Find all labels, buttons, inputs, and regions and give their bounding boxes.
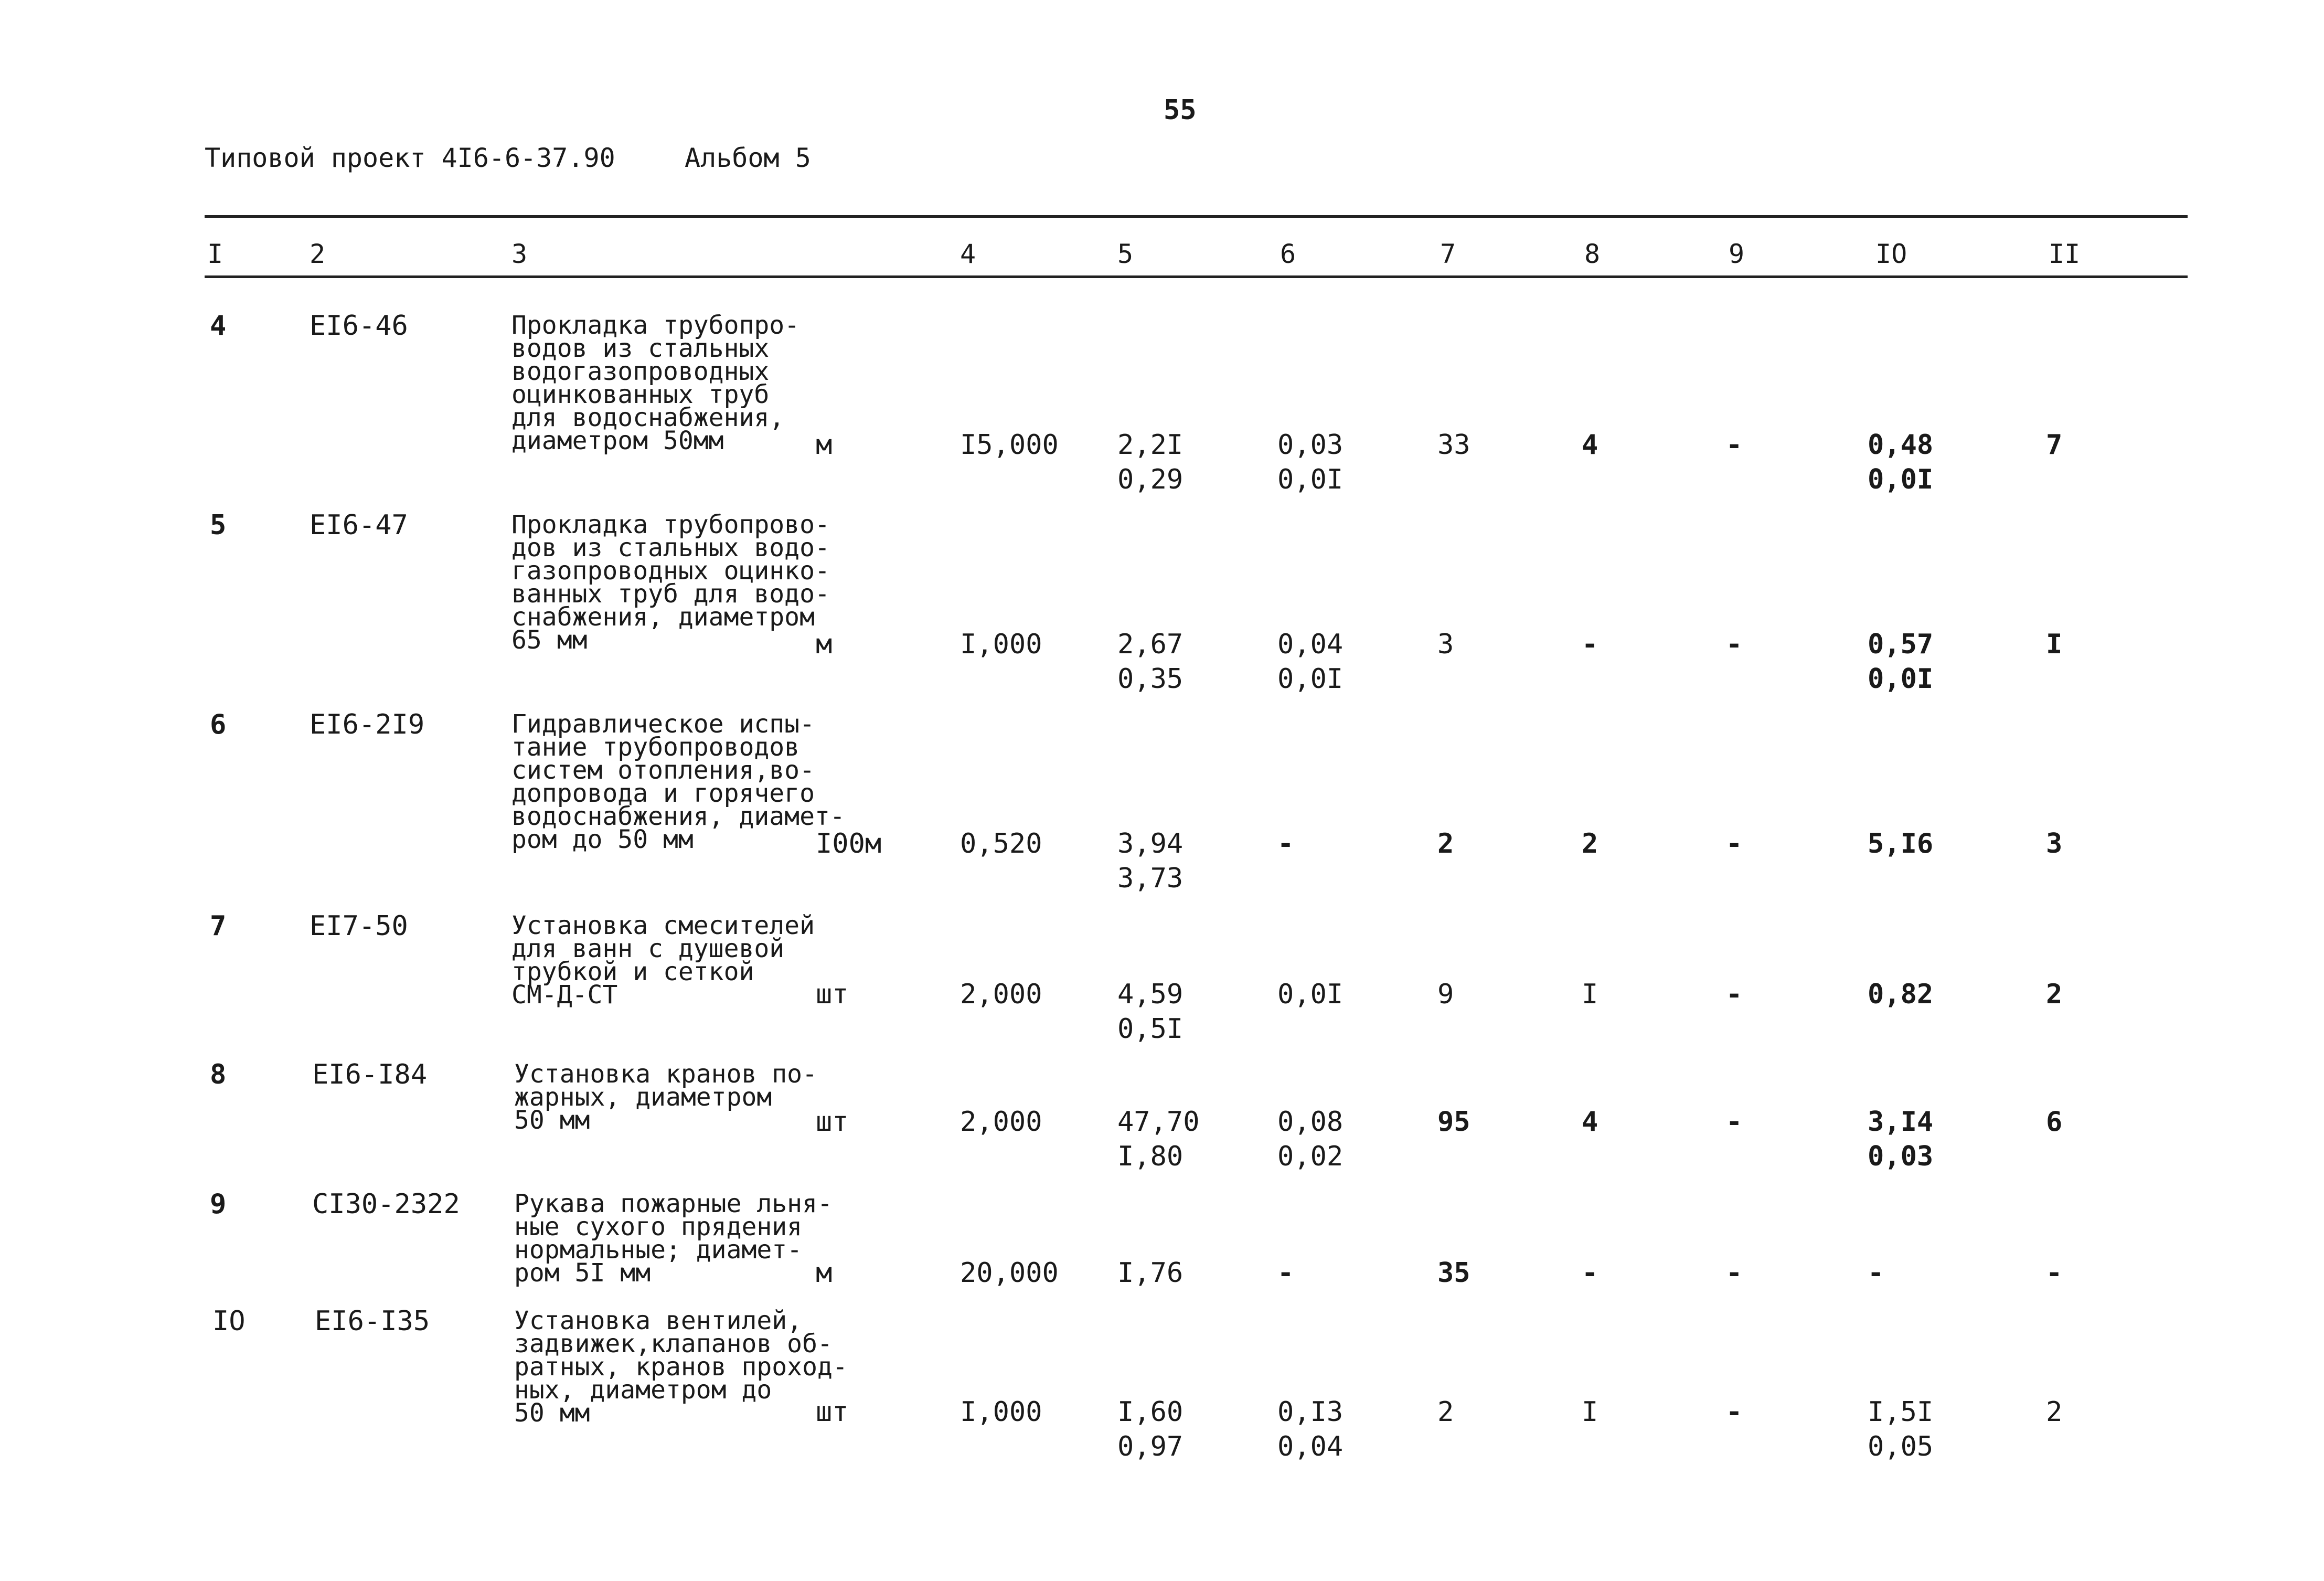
col9-value: - xyxy=(1726,629,1743,660)
album-label: Альбом 5 xyxy=(685,143,811,173)
quantity: I,000 xyxy=(960,629,1042,660)
quantity: I5,000 xyxy=(960,429,1059,461)
col10-value: I,5I xyxy=(1868,1396,1934,1428)
col6-value: - xyxy=(1277,1257,1294,1289)
unit: шт xyxy=(816,979,849,1010)
col8-value: 4 xyxy=(1582,1106,1598,1138)
quantity: 20,000 xyxy=(960,1257,1059,1289)
work-description: Установка смесителей для ванн с душевой трубкой и сеткой СМ-Д-СТ xyxy=(511,911,815,1010)
col11-value: I xyxy=(2046,629,2063,660)
col5-value: 4,59 xyxy=(1117,979,1184,1010)
col6-value: 0,03 xyxy=(1277,429,1344,461)
col6-subvalue: 0,0I xyxy=(1277,464,1344,495)
column-header: IO xyxy=(1875,239,1907,269)
unit: м xyxy=(816,1257,833,1289)
rate-code: CI30-2322 xyxy=(312,1189,460,1220)
column-header: 4 xyxy=(960,239,976,269)
col10-value: 0,48 xyxy=(1868,429,1934,461)
col10-subvalue: 0,05 xyxy=(1868,1431,1934,1462)
col11-value: 2 xyxy=(2046,979,2063,1010)
col10-subvalue: 0,03 xyxy=(1868,1141,1934,1172)
work-description: Рукава пожарные льня- ные сухого прядения нормальные; диамет- ром 5I мм xyxy=(514,1189,833,1288)
col8-value: - xyxy=(1582,1257,1598,1289)
unit: м xyxy=(816,629,833,660)
col6-value: 0,04 xyxy=(1277,629,1344,660)
column-header: I xyxy=(207,239,223,269)
col9-value: - xyxy=(1726,429,1743,461)
table-top-rule xyxy=(205,215,2188,218)
column-header: 3 xyxy=(511,239,528,269)
col5-subvalue: 0,35 xyxy=(1117,663,1184,695)
work-description: Прокладка трубопро- водов из стальных водогазопроводных оцинкованных труб для водоснабжения, диаметром 50мм xyxy=(511,311,800,455)
col5-value: 47,70 xyxy=(1117,1106,1200,1138)
col9-value: - xyxy=(1726,1257,1743,1289)
col5-subvalue: 0,97 xyxy=(1117,1431,1184,1462)
row-number: 7 xyxy=(210,910,227,942)
col10-value: - xyxy=(1868,1257,1884,1289)
col9-value: - xyxy=(1726,1396,1743,1428)
quantity: 2,000 xyxy=(960,979,1042,1010)
col5-value: I,76 xyxy=(1117,1257,1184,1289)
col6-value: - xyxy=(1277,828,1294,860)
rate-code: EI7-50 xyxy=(310,910,408,942)
col10-value: 0,57 xyxy=(1868,629,1934,660)
work-description: Установка кранов по- жарных, диаметром 50 мм xyxy=(514,1059,817,1135)
quantity: I,000 xyxy=(960,1396,1042,1428)
unit: I00м xyxy=(816,828,882,860)
row-number: 6 xyxy=(210,709,227,740)
col5-value: 2,2I xyxy=(1117,429,1184,461)
header-bottom-rule xyxy=(205,275,2188,278)
row-number: 8 xyxy=(210,1059,227,1090)
col8-value: I xyxy=(1582,979,1598,1010)
work-description: Прокладка трубопрово- дов из стальных водо- газопроводных оцинко- ванных труб для водо- снабжения, диаметром 65 мм xyxy=(511,510,830,655)
col7-value: 9 xyxy=(1437,979,1454,1010)
col6-subvalue: 0,04 xyxy=(1277,1431,1344,1462)
col11-value: 3 xyxy=(2046,828,2063,860)
col8-value: I xyxy=(1582,1396,1598,1428)
col8-value: 2 xyxy=(1582,828,1598,860)
col9-value: - xyxy=(1726,1106,1743,1138)
work-description: Установка вентилей, задвижек,клапанов об- ратных, кранов проход- ных, диаметром до 50 мм xyxy=(514,1306,848,1428)
row-number: 9 xyxy=(210,1189,227,1220)
rate-code: EI6-I84 xyxy=(312,1059,428,1090)
col6-value: 0,0I xyxy=(1277,979,1344,1010)
col7-value: 2 xyxy=(1437,1396,1454,1428)
col11-value: 6 xyxy=(2046,1106,2063,1138)
col5-subvalue: I,80 xyxy=(1117,1141,1184,1172)
col10-value: 3,I4 xyxy=(1868,1106,1934,1138)
column-header: 7 xyxy=(1440,239,1456,269)
col5-subvalue: 0,5I xyxy=(1117,1013,1184,1045)
col6-value: 0,I3 xyxy=(1277,1396,1344,1428)
rate-code: EI6-47 xyxy=(310,510,408,541)
col11-value: - xyxy=(2046,1257,2063,1289)
col10-value: 0,82 xyxy=(1868,979,1934,1010)
column-header: 9 xyxy=(1729,239,1745,269)
column-header: 6 xyxy=(1280,239,1296,269)
col5-value: 2,67 xyxy=(1117,629,1184,660)
col7-value: 2 xyxy=(1437,828,1454,860)
col10-subvalue: 0,0I xyxy=(1868,464,1934,495)
col5-value: 3,94 xyxy=(1117,828,1184,860)
col6-subvalue: 0,0I xyxy=(1277,663,1344,695)
unit: шт xyxy=(816,1106,849,1138)
col11-value: 2 xyxy=(2046,1396,2063,1428)
col8-value: 4 xyxy=(1582,429,1598,461)
col9-value: - xyxy=(1726,979,1743,1010)
quantity: 2,000 xyxy=(960,1106,1042,1138)
col7-value: 33 xyxy=(1437,429,1470,461)
col10-subvalue: 0,0I xyxy=(1868,663,1934,695)
col6-value: 0,08 xyxy=(1277,1106,1344,1138)
col5-value: I,60 xyxy=(1117,1396,1184,1428)
page-number: 55 xyxy=(1164,94,1197,126)
column-header: 5 xyxy=(1117,239,1134,269)
rate-code: EI6-I35 xyxy=(315,1306,430,1337)
row-number: 5 xyxy=(210,510,227,541)
col8-value: - xyxy=(1582,629,1598,660)
rate-code: EI6-46 xyxy=(310,310,408,342)
col11-value: 7 xyxy=(2046,429,2063,461)
col7-value: 35 xyxy=(1437,1257,1470,1289)
column-header: 2 xyxy=(310,239,326,269)
col5-subvalue: 3,73 xyxy=(1117,863,1184,894)
rate-code: EI6-2I9 xyxy=(310,709,425,740)
col7-value: 95 xyxy=(1437,1106,1470,1138)
unit: шт xyxy=(816,1396,849,1428)
row-number: IO xyxy=(212,1306,246,1337)
column-header: II xyxy=(2049,239,2081,269)
work-description: Гидравлическое испы- тание трубопроводов систем отопления,во- допровода и горячего водоснабжения, диамет- ром до 50 мм xyxy=(511,709,845,854)
column-header: 8 xyxy=(1584,239,1601,269)
col9-value: - xyxy=(1726,828,1743,860)
quantity: 0,520 xyxy=(960,828,1042,860)
project-title: Типовой проект 4I6-6-37.90 xyxy=(205,143,615,173)
col5-subvalue: 0,29 xyxy=(1117,464,1184,495)
col6-subvalue: 0,02 xyxy=(1277,1141,1344,1172)
row-number: 4 xyxy=(210,310,227,342)
col7-value: 3 xyxy=(1437,629,1454,660)
unit: м xyxy=(816,429,833,461)
col10-value: 5,I6 xyxy=(1868,828,1934,860)
